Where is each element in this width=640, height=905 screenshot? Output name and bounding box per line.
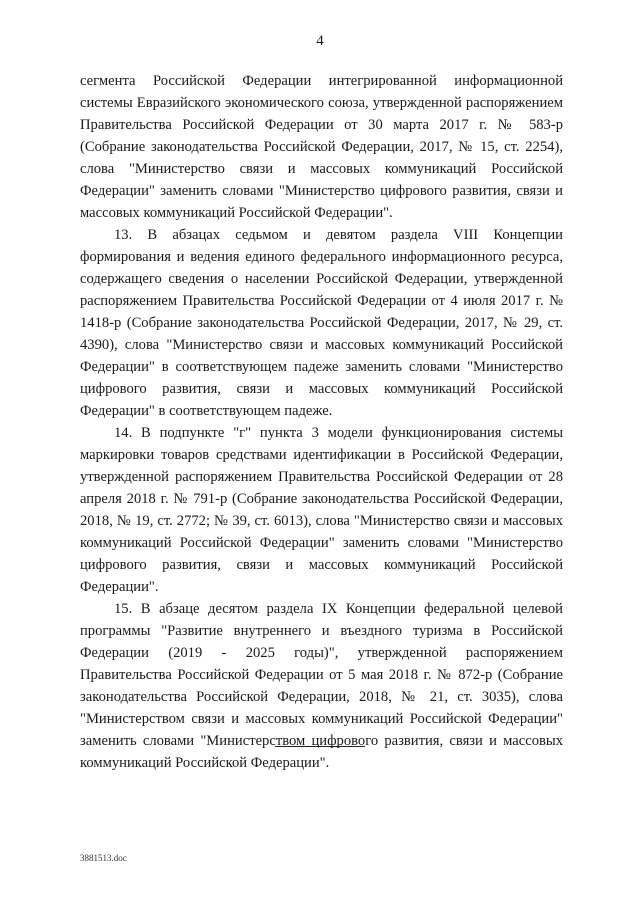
page-number: 4 [316,33,324,49]
end-divider [275,746,365,747]
document-body [80,70,563,774]
document-code: 3881513.doc [80,853,127,863]
paragraph-item-13: 13. В абзацах седьмом и девятом раздела VIII Концепции формирования и ведения единого федерального информационного ресурса, содержащего сведения о населении Российской Федерации, утвержденной распоряжением Правительства Российской Федерации от 4 июля 2017 г. № 1418-р (Собрание законодательства Российской Федерации, 2017, № 29, ст. 4390), слова "Министерство связи и массовых коммуникаций Российской Федерации" в соответствующем падеже заменить словами "Министерство цифрового развития, связи и массовых коммуникаций Российской Федерации" в соответствующем падеже. [80,227,563,419]
paragraph-continuation: сегмента Российской Федерации интегрированной информационной системы Евразийского экономического союза, утвержденной распоряжением Правительства Российской Федерации от 30 марта 2017 г. № 583-р (Собрание законодательства Российской Федерации, 2017, № 15, ст. 2254), слова "Министерство связи и массовых коммуникаций Российской Федерации" заменить словами "Министерство цифрового развития, связи и массовых коммуникаций Российской Федерации". [80,73,563,221]
paragraph-item-15: 15. В абзаце десятом раздела IX Концепции федеральной целевой программы "Развитие внутреннего и въездного туризма в Российской Федерации (2019 - 2025 годы)", утвержденной распоряжением Правительства Российской Федерации от 5 мая 2018 г. № 872-р (Собрание законодательства Российской Федерации, 2018, № 21, ст. 3035), слова "Министерством связи и массовых коммуникаций Российской Федерации" заменить словами "Министерством цифрового развития, связи и массовых коммуникаций Российской Федерации". [80,601,563,771]
paragraph-item-14: 14. В подпункте "г" пункта 3 модели функционирования системы маркировки товаров средствами идентификации в Российской Федерации, утвержденной распоряжением Правительства Российской Федерации от 28 апреля 2018 г. № 791-р (Собрание законодательства Российской Федерации, 2018, № 19, ст. 2772; № 39, ст. 6013), слова "Министерство связи и массовых коммуникаций Российской Федерации" заменить словами "Министерство цифрового развития, связи и массовых коммуникаций Российской Федерации". [80,425,563,595]
